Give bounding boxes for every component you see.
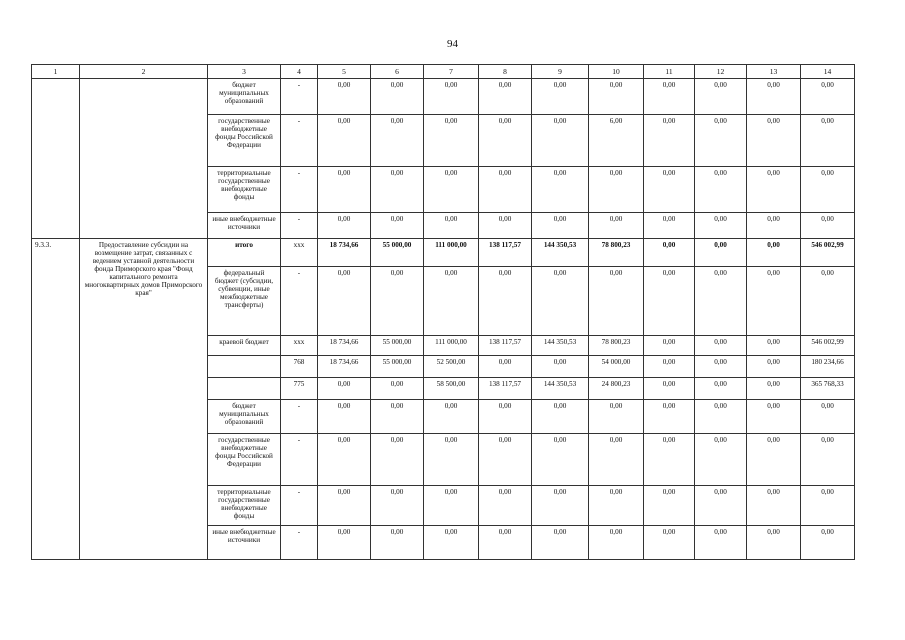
value-cell: 0,00 <box>747 213 801 239</box>
value-cell: 24 800,23 <box>589 378 644 400</box>
value-cell: 0,00 <box>424 267 479 336</box>
value-cell: 0,00 <box>479 400 532 434</box>
item-code: 9.3.3. <box>32 239 80 560</box>
value-cell: 0,00 <box>747 115 801 167</box>
value-cell: 111 000,00 <box>424 239 479 267</box>
value-cell: 0,00 <box>644 79 695 115</box>
column-number: 5 <box>318 65 371 79</box>
value-cell: 0,00 <box>532 356 589 378</box>
funding-source-label: территориальные государственные внебюджетные фонды <box>208 486 281 526</box>
value-cell: 0,00 <box>318 400 371 434</box>
value-cell: 0,00 <box>318 267 371 336</box>
value-cell: 0,00 <box>644 239 695 267</box>
column-number: 2 <box>80 65 208 79</box>
value-cell: 0,00 <box>318 434 371 486</box>
value-cell: 0,00 <box>318 213 371 239</box>
value-cell: 55 000,00 <box>371 239 424 267</box>
value-cell: 0,00 <box>424 167 479 213</box>
value-cell: 0,00 <box>747 79 801 115</box>
value-cell: 0,00 <box>424 526 479 560</box>
funding-source-label: бюджет муниципальных образований <box>208 79 281 115</box>
funding-source-label: бюджет муниципальных образований <box>208 400 281 434</box>
code-cell: - <box>281 486 318 526</box>
value-cell: 0,00 <box>532 526 589 560</box>
value-cell: 0,00 <box>532 486 589 526</box>
value-cell: 0,00 <box>695 526 747 560</box>
value-cell: 54 000,00 <box>589 356 644 378</box>
value-cell: 0,00 <box>371 267 424 336</box>
value-cell: 0,00 <box>801 115 855 167</box>
value-cell: 0,00 <box>644 336 695 356</box>
funding-source-label <box>208 356 281 378</box>
value-cell: 0,00 <box>318 167 371 213</box>
value-cell: 0,00 <box>424 115 479 167</box>
value-cell: 0,00 <box>801 213 855 239</box>
funding-source-label: иные внебюджетные источники <box>208 526 281 560</box>
value-cell: 138 117,57 <box>479 336 532 356</box>
value-cell: 78 800,23 <box>589 336 644 356</box>
funding-source-label: иные внебюджетные источники <box>208 213 281 239</box>
column-number: 9 <box>532 65 589 79</box>
value-cell: 138 117,57 <box>479 239 532 267</box>
value-cell: 0,00 <box>371 79 424 115</box>
value-cell: 0,00 <box>424 400 479 434</box>
value-cell: 0,00 <box>371 400 424 434</box>
value-cell: 55 000,00 <box>371 356 424 378</box>
value-cell: 0,00 <box>801 167 855 213</box>
value-cell: 0,00 <box>801 486 855 526</box>
value-cell: 0,00 <box>532 167 589 213</box>
value-cell: 0,00 <box>589 167 644 213</box>
value-cell: 0,00 <box>479 434 532 486</box>
value-cell: 0,00 <box>747 267 801 336</box>
value-cell: 0,00 <box>644 400 695 434</box>
value-cell: 144 350,53 <box>532 378 589 400</box>
value-cell: 0,00 <box>801 434 855 486</box>
value-cell: 0,00 <box>479 267 532 336</box>
column-number: 7 <box>424 65 479 79</box>
value-cell: 180 234,66 <box>801 356 855 378</box>
value-cell: 0,00 <box>318 79 371 115</box>
funding-source-label: итого <box>208 239 281 267</box>
value-cell: 0,00 <box>695 213 747 239</box>
value-cell: 0,00 <box>695 434 747 486</box>
value-cell: 138 117,57 <box>479 378 532 400</box>
value-cell: 0,00 <box>747 356 801 378</box>
value-cell: 0,00 <box>589 526 644 560</box>
item-description: Предоставление субсидии на возмещение затрат, связанных с ведением уставной деятельности фонда Приморского края "Фонд капитального ремонта многоквартирных домов Приморского края" <box>80 239 208 560</box>
blank-cell <box>80 79 208 239</box>
value-cell: 0,00 <box>479 213 532 239</box>
value-cell: 0,00 <box>424 213 479 239</box>
value-cell: 0,00 <box>695 356 747 378</box>
value-cell: 0,00 <box>371 434 424 486</box>
column-number: 1 <box>32 65 80 79</box>
column-number: 6 <box>371 65 424 79</box>
value-cell: 546 002,99 <box>801 336 855 356</box>
value-cell: 0,00 <box>695 239 747 267</box>
funding-source-label: государственные внебюджетные фонды Российской Федерации <box>208 115 281 167</box>
value-cell: 0,00 <box>747 167 801 213</box>
value-cell: 0,00 <box>424 434 479 486</box>
column-number: 13 <box>747 65 801 79</box>
code-cell: 768 <box>281 356 318 378</box>
value-cell: 0,00 <box>479 486 532 526</box>
value-cell: 0,00 <box>318 486 371 526</box>
value-cell: 0,00 <box>801 400 855 434</box>
code-cell: - <box>281 526 318 560</box>
value-cell: 0,00 <box>479 526 532 560</box>
value-cell: 0,00 <box>801 79 855 115</box>
value-cell: 0,00 <box>424 79 479 115</box>
value-cell: 55 000,00 <box>371 336 424 356</box>
value-cell: 0,00 <box>644 115 695 167</box>
value-cell: 0,00 <box>479 79 532 115</box>
column-number: 3 <box>208 65 281 79</box>
value-cell: 0,00 <box>532 400 589 434</box>
value-cell: 0,00 <box>589 486 644 526</box>
value-cell: 0,00 <box>589 79 644 115</box>
page-number: 94 <box>447 38 458 50</box>
value-cell: 18 734,66 <box>318 239 371 267</box>
value-cell: 0,00 <box>318 526 371 560</box>
value-cell: 0,00 <box>479 115 532 167</box>
code-cell: - <box>281 400 318 434</box>
value-cell: 0,00 <box>695 79 747 115</box>
value-cell: 0,00 <box>747 239 801 267</box>
value-cell: 0,00 <box>318 378 371 400</box>
code-cell: - <box>281 79 318 115</box>
code-cell: 775 <box>281 378 318 400</box>
value-cell: 0,00 <box>747 400 801 434</box>
value-cell: 0,00 <box>371 115 424 167</box>
value-cell: 0,00 <box>644 356 695 378</box>
value-cell: 0,00 <box>371 526 424 560</box>
value-cell: 0,00 <box>695 378 747 400</box>
value-cell: 0,00 <box>589 267 644 336</box>
value-cell: 0,00 <box>695 486 747 526</box>
value-cell: 0,00 <box>747 526 801 560</box>
value-cell: 0,00 <box>695 115 747 167</box>
code-cell: - <box>281 434 318 486</box>
code-cell: ххх <box>281 239 318 267</box>
value-cell: 0,00 <box>644 167 695 213</box>
value-cell: 0,00 <box>801 267 855 336</box>
value-cell: 0,00 <box>644 434 695 486</box>
table-row <box>32 79 855 115</box>
value-cell: 0,00 <box>371 378 424 400</box>
table-row <box>32 239 855 267</box>
value-cell: 111 000,00 <box>424 336 479 356</box>
column-number: 10 <box>589 65 644 79</box>
value-cell: 18 734,66 <box>318 336 371 356</box>
value-cell: 144 350,53 <box>532 239 589 267</box>
value-cell: 0,00 <box>532 115 589 167</box>
value-cell: 58 500,00 <box>424 378 479 400</box>
column-number: 11 <box>644 65 695 79</box>
value-cell: 0,00 <box>747 336 801 356</box>
code-cell: - <box>281 115 318 167</box>
value-cell: 0,00 <box>479 356 532 378</box>
value-cell: 0,00 <box>695 267 747 336</box>
code-cell: ххх <box>281 336 318 356</box>
header-row <box>32 65 855 79</box>
value-cell: 0,00 <box>644 378 695 400</box>
code-cell: - <box>281 267 318 336</box>
column-number: 8 <box>479 65 532 79</box>
value-cell: 0,00 <box>424 486 479 526</box>
value-cell: 0,00 <box>695 167 747 213</box>
value-cell: 0,00 <box>532 213 589 239</box>
value-cell: 0,00 <box>695 400 747 434</box>
value-cell: 0,00 <box>532 79 589 115</box>
value-cell: 0,00 <box>371 167 424 213</box>
value-cell: 0,00 <box>532 267 589 336</box>
value-cell: 0,00 <box>747 434 801 486</box>
value-cell: 6,00 <box>589 115 644 167</box>
value-cell: 0,00 <box>318 115 371 167</box>
value-cell: 365 768,33 <box>801 378 855 400</box>
blank-cell <box>32 79 80 239</box>
code-cell: - <box>281 167 318 213</box>
value-cell: 0,00 <box>589 213 644 239</box>
value-cell: 0,00 <box>532 434 589 486</box>
value-cell: 0,00 <box>695 336 747 356</box>
column-number: 4 <box>281 65 318 79</box>
column-number: 14 <box>801 65 855 79</box>
value-cell: 0,00 <box>644 213 695 239</box>
value-cell: 0,00 <box>371 486 424 526</box>
value-cell: 0,00 <box>644 267 695 336</box>
value-cell: 52 500,00 <box>424 356 479 378</box>
funding-source-label: государственные внебюджетные фонды Российской Федерации <box>208 434 281 486</box>
value-cell: 0,00 <box>644 486 695 526</box>
code-cell: - <box>281 213 318 239</box>
value-cell: 0,00 <box>589 434 644 486</box>
funding-source-label: федеральный бюджет (субсидии, субвенции, иные межбюджетные трансферты) <box>208 267 281 336</box>
value-cell: 0,00 <box>644 526 695 560</box>
value-cell: 0,00 <box>589 400 644 434</box>
budget-table <box>31 64 855 560</box>
value-cell: 18 734,66 <box>318 356 371 378</box>
funding-source-label: краевой бюджет <box>208 336 281 356</box>
funding-source-label: территориальные государственные внебюджетные фонды <box>208 167 281 213</box>
value-cell: 546 002,99 <box>801 239 855 267</box>
value-cell: 0,00 <box>371 213 424 239</box>
value-cell: 0,00 <box>801 526 855 560</box>
funding-source-label <box>208 378 281 400</box>
value-cell: 144 350,53 <box>532 336 589 356</box>
value-cell: 0,00 <box>479 167 532 213</box>
value-cell: 0,00 <box>747 486 801 526</box>
value-cell: 0,00 <box>747 378 801 400</box>
column-number: 12 <box>695 65 747 79</box>
value-cell: 78 800,23 <box>589 239 644 267</box>
